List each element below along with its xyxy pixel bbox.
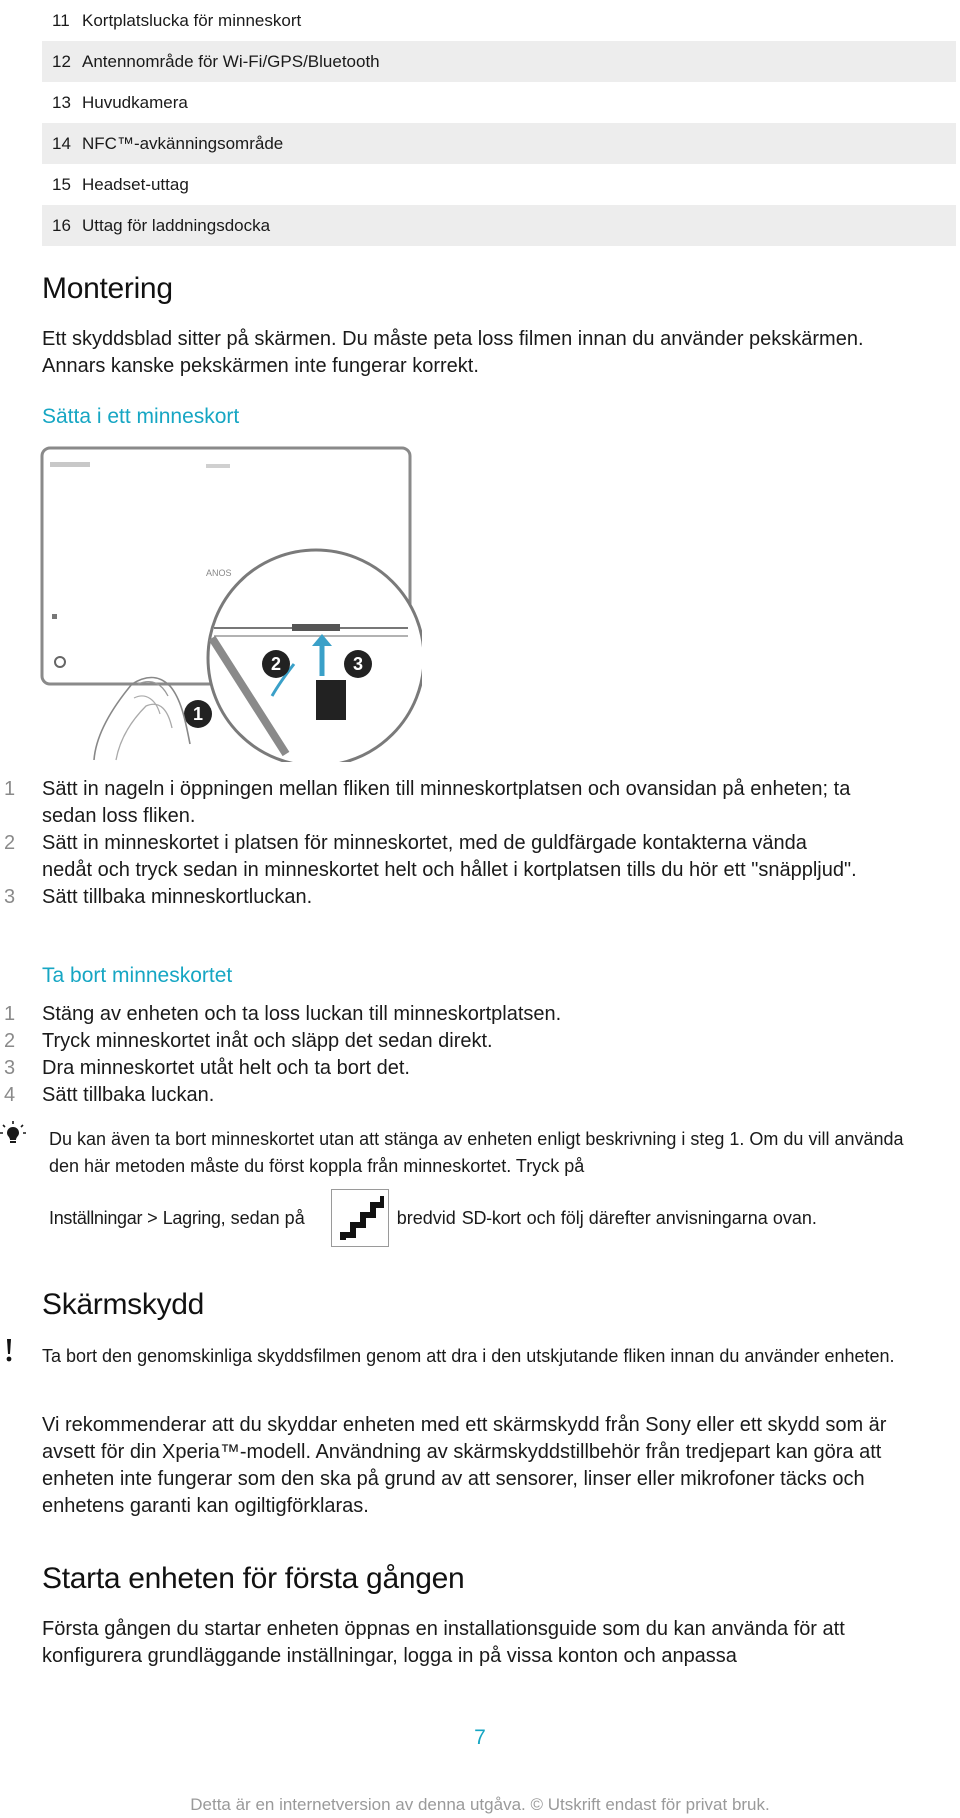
step-number: 2 [4, 832, 16, 854]
lightbulb-icon [0, 1120, 26, 1146]
settings-term: Inställningar [49, 1207, 143, 1228]
stairs-icon [331, 1189, 389, 1247]
section-title-first-start: Starta enheten för första gången [42, 1562, 465, 1595]
part-number: 15 [52, 174, 71, 194]
list-item [0, 776, 900, 830]
list-item [0, 1001, 900, 1028]
section-title-montering: Montering [42, 272, 173, 305]
insert-steps [0, 776, 900, 911]
part-label: Huvudkamera [82, 92, 188, 112]
first-start-body: Första gången du startar enheten öppnas en installationsguide som du kan använda för att konfigurera grundläggande inställningar, logga in på vissa konton och anpassa [42, 1618, 845, 1667]
follow-text: och följ därefter anvisningarna ovan. [526, 1207, 817, 1228]
tip-instruction-line [49, 1186, 949, 1250]
step-text: Sätt in minneskortet i platsen för minneskortet, med de guldfärgade kontakterna vända nedåt och tryck sedan in minneskortet helt och hållet i kortplatsen tills du hör ett "snäppljud". [42, 832, 857, 881]
callout-1: 1 [192, 704, 204, 724]
step-number: 2 [4, 1030, 16, 1052]
part-number: 12 [52, 51, 71, 71]
sd-card-term: SD-kort [461, 1207, 521, 1228]
skarmskydd-body: Vi rekommenderar att du skyddar enheten med ett skärmskydd från Sony eller ett skydd som är avsett för din Xperia™-modell. Användning av skärmskyddstillbehör från tredjepart kan göra att enheten inte fungerar som den ska på grund av att sensorer, linser eller mikrofoner täcks och enhetens garanti kan ogiltigförklaras. [42, 1414, 887, 1517]
warning-text: Ta bort den genomskinliga skyddsfilmen genom att dra i den utskjutande fliken innan du använder enheten. [42, 1346, 895, 1366]
tip-text: Du kan även ta bort minneskortet utan att stänga av enheten enligt beskrivning i steg 1. Om du vill använda den här metoden måste du först koppla från minneskortet. Tryck på [49, 1129, 904, 1176]
part-number: 11 [52, 10, 70, 30]
remove-steps [0, 1001, 900, 1109]
path-separator: > [147, 1207, 158, 1228]
list-item [0, 1082, 900, 1109]
step-text: Sätt tillbaka luckan. [42, 1084, 215, 1106]
montering-body: Ett skyddsblad sitter på skärmen. Du måste peta loss filmen innan du använder pekskärmen. Annars kanske pekskärmen inte fungerar korrekt. [42, 328, 864, 377]
device-illustration [36, 438, 422, 762]
part-number: 14 [52, 133, 71, 153]
step-number: 1 [4, 1003, 16, 1025]
next-to-text: bredvid [396, 1207, 456, 1228]
part-number: 16 [52, 215, 71, 235]
step-text: Stäng av enheten och ta loss luckan till minneskortplatsen. [42, 1003, 562, 1025]
page-number: 7 [474, 1726, 486, 1749]
step-text: Tryck minneskortet inåt och släpp det sedan direkt. [42, 1030, 493, 1052]
step-number: 1 [4, 778, 16, 800]
table-row [42, 41, 956, 82]
table-row [42, 164, 956, 205]
part-number: 13 [52, 92, 71, 112]
callout-2: 2 [270, 654, 282, 674]
list-item [0, 830, 900, 884]
parts-table [42, 0, 956, 246]
table-row [42, 205, 956, 246]
brand-mark: ANOS [206, 568, 232, 578]
storage-term: Lagring [162, 1207, 221, 1228]
footer-text: Detta är en internetversion av denna utgåva. © Utskrift endast för privat bruk. [190, 1795, 770, 1814]
list-item [0, 884, 900, 911]
part-label: Antennområde för Wi-Fi/GPS/Bluetooth [82, 51, 380, 71]
part-label: NFC™-avkänningsområde [82, 133, 284, 153]
table-row [42, 0, 956, 41]
section-title-skarmskydd: Skärmskydd [42, 1288, 205, 1321]
step-number: 3 [4, 1057, 16, 1079]
subheading-insert-card: Sätta i ett minneskort [42, 405, 240, 428]
step-text: Dra minneskortet utåt helt och ta bort det. [42, 1057, 410, 1079]
part-label: Kortplatslucka för minneskort [82, 10, 302, 30]
list-item [0, 1028, 900, 1055]
step-number: 4 [4, 1084, 16, 1106]
step-text: Sätt in nageln i öppningen mellan fliken till minneskortplatsen och ovansidan på enheten; ta sedan loss fliken. [42, 778, 851, 827]
step-number: 3 [4, 886, 16, 908]
subheading-remove-card: Ta bort minneskortet [42, 964, 233, 987]
table-row [42, 123, 956, 164]
part-label: Headset-uttag [82, 174, 189, 194]
part-label: Uttag för laddningsdocka [82, 215, 271, 235]
exclamation-icon [4, 1339, 14, 1363]
callout-3: 3 [352, 654, 364, 674]
memory-card-illustration [36, 438, 422, 762]
list-item [0, 1055, 900, 1082]
step-text: Sätt tillbaka minneskortluckan. [42, 886, 313, 908]
then-on-text: , sedan på [220, 1207, 305, 1228]
table-row [42, 82, 956, 123]
